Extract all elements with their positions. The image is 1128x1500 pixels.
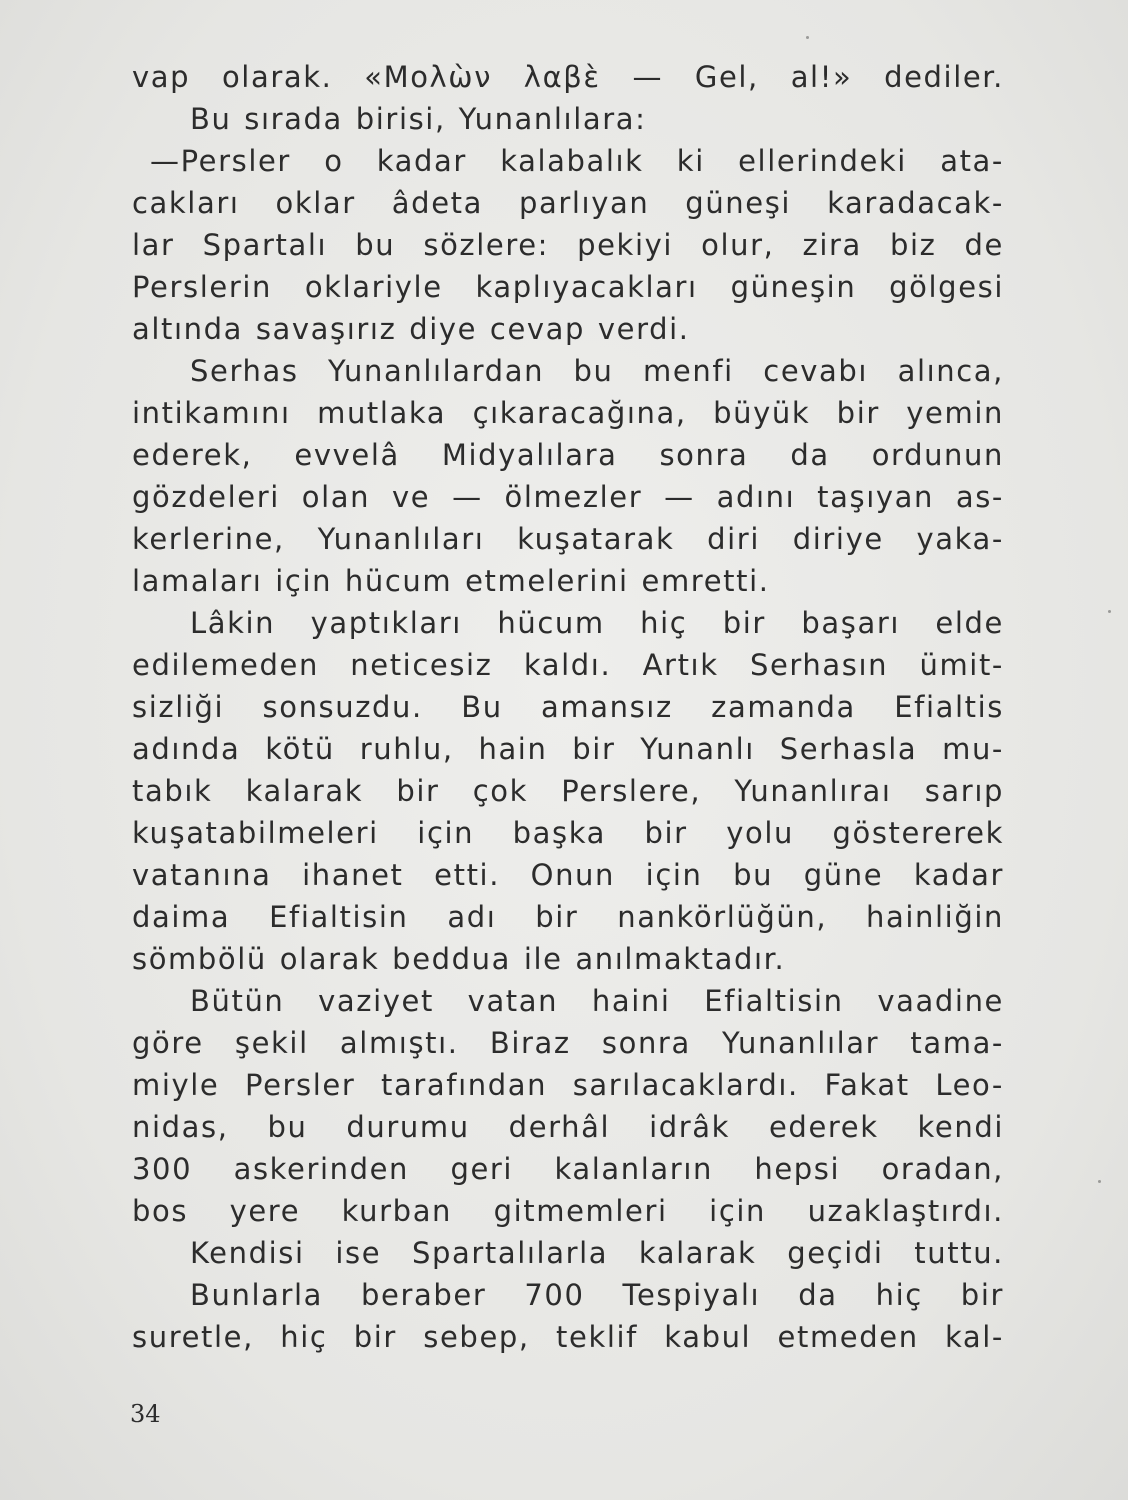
text-line: edilemeden neticesiz kaldı. Artık Serhasın ümit- — [132, 648, 1004, 682]
text-line: Perslerin oklariyle kaplıyacakları güneşin gölgesi — [132, 270, 1004, 304]
text-line: intikamını mutlaka çıkaracağına, büyük bir yemin — [132, 396, 1004, 430]
text-line: Bu sırada birisi, Yunanlılara: — [190, 102, 647, 136]
text-line: altında savaşırız diye cevap verdi. — [132, 312, 690, 346]
text-line: nidas, bu durumu derhâl idrâk ederek kendi — [132, 1110, 1004, 1144]
text-line: kerlerine, Yunanlıları kuşatarak diri diriye yaka- — [132, 522, 1004, 556]
text-line: tabık kalarak bir çok Perslere, Yunanlıraı sarıp — [132, 774, 1004, 808]
text-line: suretle, hiç bir sebep, teklif kabul etmeden kal- — [132, 1320, 1004, 1354]
text-line: 300 askerinden geri kalanların hepsi oradan, — [132, 1152, 1004, 1186]
text-line: ederek, evvelâ Midyalılara sonra da ordunun — [132, 438, 1004, 472]
text-line: miyle Persler tarafından sarılacaklardı. Fakat Leo- — [132, 1068, 1004, 1102]
paper-speck — [1108, 610, 1111, 613]
text-line: cakları oklar âdeta parlıyan güneşi karadacak- — [132, 186, 1004, 220]
page-number: 34 — [130, 1400, 161, 1428]
text-line: vap olarak. «Μολὼν λαβὲ — Gel, al!» dediler. — [132, 60, 1004, 94]
paper-speck — [806, 36, 809, 39]
text-line: sizliği sonsuzdu. Bu amansız zamanda Efialtis — [132, 690, 1004, 724]
text-line: Serhas Yunanlılardan bu menfi cevabı alınca, — [190, 354, 1004, 388]
text-line: —Persler o kadar kalabalık ki ellerindeki ata- — [150, 144, 1004, 178]
text-line: göre şekil almıştı. Biraz sonra Yunanlılar tama- — [132, 1026, 1004, 1060]
text-line: vatanına ihanet etti. Onun için bu güne kadar — [132, 858, 1004, 892]
text-line: adında kötü ruhlu, hain bir Yunanlı Serhasla mu- — [132, 732, 1004, 766]
text-line: Bütün vaziyet vatan haini Efialtisin vaadine — [190, 984, 1004, 1018]
text-line: Kendisi ise Spartalılarla kalarak geçidi tuttu. — [190, 1236, 1004, 1270]
text-line: bos yere kurban gitmemleri için uzaklaştırdı. — [132, 1194, 1004, 1228]
text-line: Lâkin yaptıkları hücum hiç bir başarı elde — [190, 606, 1004, 640]
paper-speck — [1098, 1180, 1101, 1183]
text-line: Bunlarla beraber 700 Tespiyalı da hiç bir — [190, 1278, 1004, 1312]
text-line: gözdeleri olan ve — ölmezler — adını taşıyan as- — [132, 480, 1004, 514]
text-line: daima Efialtisin adı bir nankörlüğün, hainliğin — [132, 900, 1004, 934]
text-line: sömbölü olarak beddua ile anılmaktadır. — [132, 942, 786, 976]
body-text — [132, 56, 1004, 1358]
text-line: lamaları için hücum etmelerini emretti. — [132, 564, 770, 598]
text-line: kuşatabilmeleri için başka bir yolu göstererek — [132, 816, 1004, 850]
text-line: lar Spartalı bu sözlere: pekiyi olur, zira biz de — [132, 228, 1004, 262]
